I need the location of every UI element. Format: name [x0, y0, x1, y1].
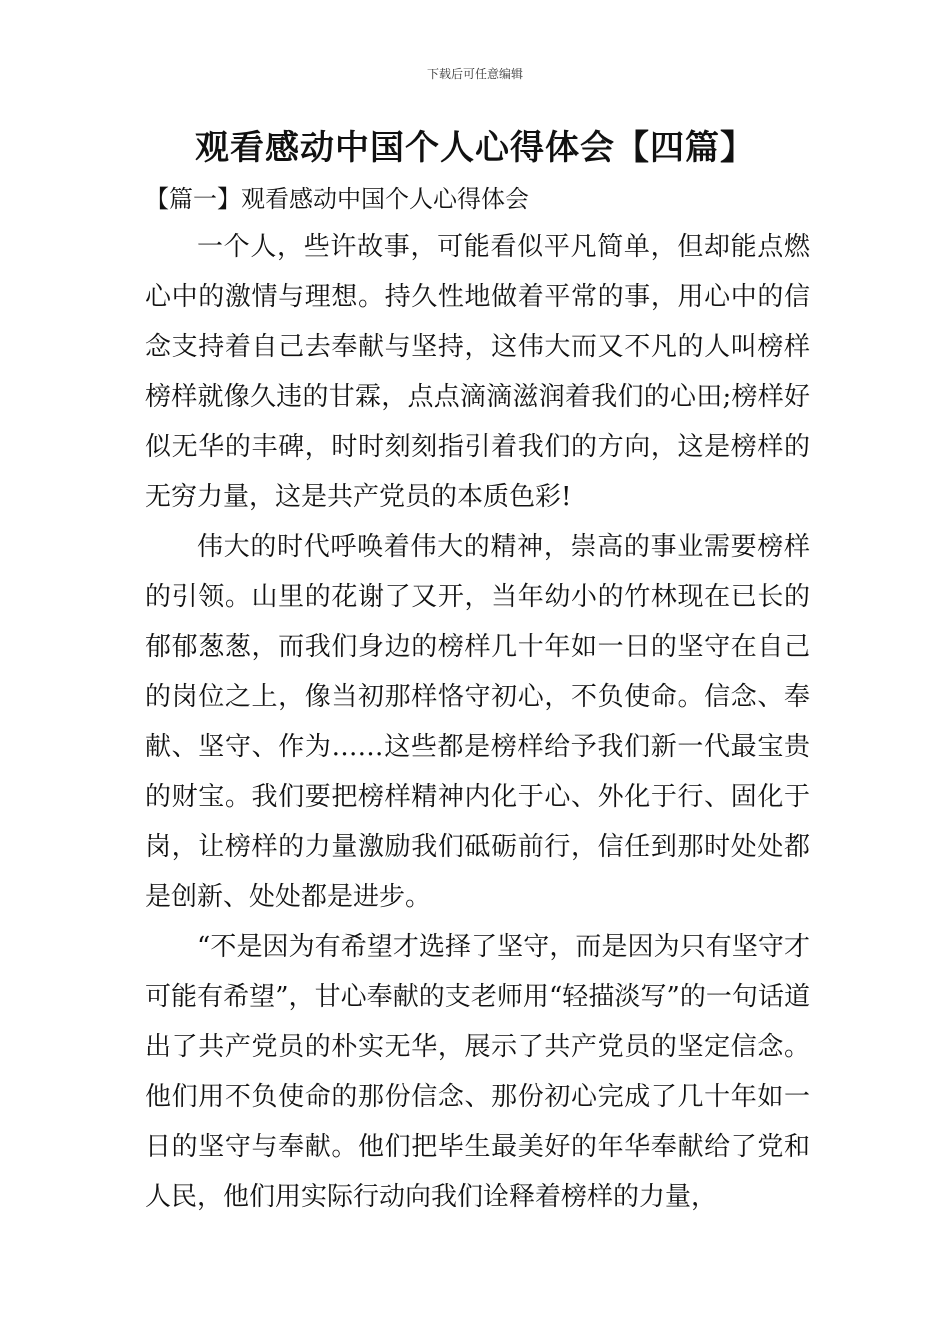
paragraph-3: “不是因为有希望才选择了坚守，而是因为只有坚守才可能有希望”，甘心奉献的支老师用“轻描淡写”的一句话道出了共产党员的朴实无华，展示了共产党员的坚定信念。他们用不负使命的那份信念、那份初心完成了几十年如一日的坚守与奉献。他们把毕生最美好的年华奉献给了党和人民，他们用实际行动向我们诠释着榜样的力量， [145, 932, 810, 1212]
header-note: 下载后可任意编辑 [426, 67, 523, 81]
body-text [145, 222, 810, 1222]
document-title: 观看感动中国个人心得体会【四篇】 [195, 128, 755, 168]
paragraph-2: 伟大的时代呼唤着伟大的精神，崇高的事业需要榜样的引领。山里的花谢了又开，当年幼小的竹林现在已长的郁郁葱葱，而我们身边的榜样几十年如一日的坚守在自己的岗位之上，像当初那样恪守初心，不负使命。信念、奉献、坚守、作为……这些都是榜样给予我们新一代最宝贵的财宝。我们要把榜样精神内化于心、外化于行、固化于岗，让榜样的力量激励我们砥砺前行，信任到那时处处都是创新、处处都是进步。 [145, 532, 810, 912]
paragraph-1: 一个人，些许故事，可能看似平凡简单，但却能点燃心中的激情与理想。持久性地做着平常的事，用心中的信念支持着自己去奉献与坚持，这伟大而又不凡的人叫榜样榜样就像久违的甘霖，点点滴滴滋润着我们的心田;榜样好似无华的丰碑，时时刻刻指引着我们的方向，这是榜样的无穷力量，这是共产党员的本质色彩! [145, 232, 810, 512]
section-heading: 【篇一】观看感动中国个人心得体会 [145, 185, 529, 213]
